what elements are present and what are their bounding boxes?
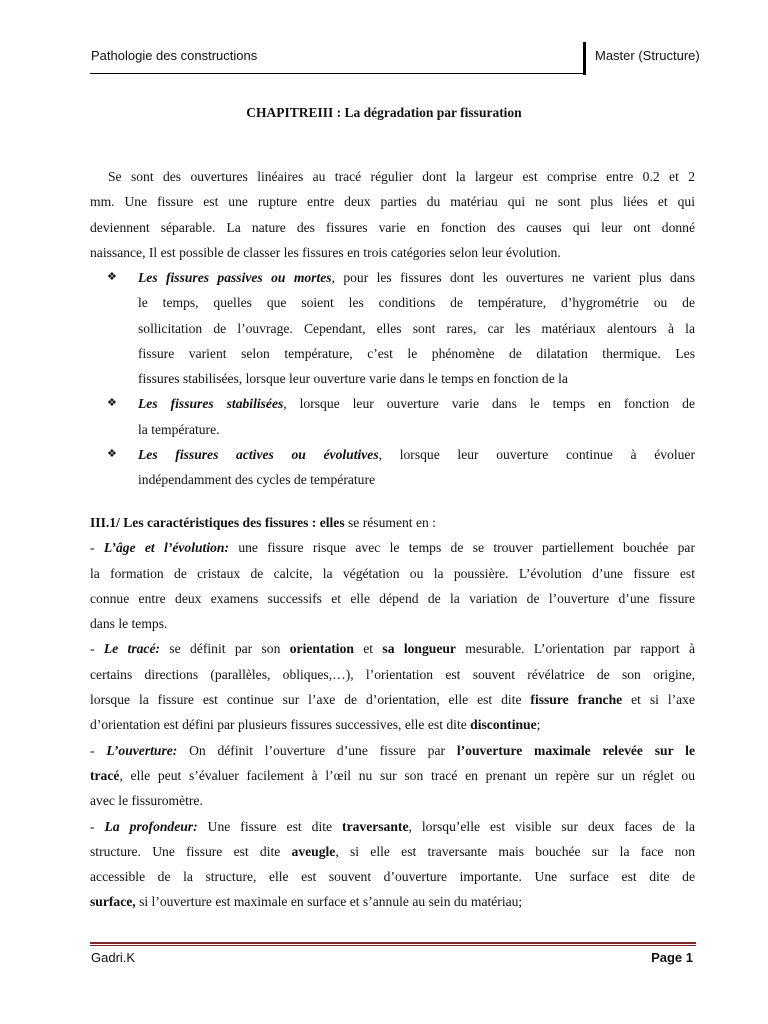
header-rule [90, 73, 586, 74]
intro-line: deviennent séparable. La nature des fissures varie en fonction des causes qui leur ont donné [90, 219, 695, 235]
header-program: Master (Structure) [595, 48, 700, 63]
bullet-line: le temps, quelles que soient les conditions de température, d’hygrométrie ou de [138, 295, 695, 311]
bullet-text: , lorsque leur ouverture varie dans le temps en fonction de [283, 396, 695, 412]
characteristic-age: - L’âge et l’évolution: une fissure risque avec le temps de se trouver partiellement bouchée par la formation de cristaux de calcite, la végétation ou la poussière. L’évolution d’une fissure est connue entre deux examens successifs et elle dépend de la variation de l’ouverture d’une fissure dans le temps. [90, 540, 695, 632]
bullet-line: fissure varient selon température, c’est le phénomène de dilatation thermique. Les [138, 345, 695, 361]
chapter-title: CHAPITREIII : La dégradation par fissuration [246, 105, 522, 120]
intro-paragraph [90, 164, 695, 265]
header-course-title: Pathologie des constructions [91, 48, 258, 63]
bullet-term: Les fissures passives ou mortes [138, 270, 332, 285]
list-item [107, 265, 695, 391]
characteristic-profondeur: - La profondeur: Une fissure est dite traversante, lorsqu’elle est visible sur deux faces de la structure. Une fissure est dite aveugle, si elle est traversante mais bouchée sur la face non accessible de la structure, elle est souvent d’ouverture importante. Une surface est dite de surface, si l’ouverture est maximale en surface et s’annule au sein du matériau; [90, 818, 695, 910]
list-item [107, 391, 695, 442]
footer-author: Gadri.K [91, 950, 136, 965]
item-term: La profondeur: [104, 818, 198, 834]
header-divider-vertical [583, 42, 586, 75]
item-term: Le tracé: [103, 641, 161, 657]
diamond-bullet-icon: ❖ [107, 397, 117, 410]
bullet-text: , lorsque leur ouverture continue à évoluer [378, 447, 695, 463]
item-term: L’ouverture: [106, 742, 178, 758]
intro-line: mm. Une fissure est une rupture entre deux parties du matériau qui ne sont plus liées et qui [90, 194, 695, 210]
intro-line: naissance, Il est possible de classer les fissures en trois catégories selon leur évolution. [90, 244, 561, 260]
intro-line: Se sont des ouvertures linéaires au tracé régulier dont la largeur est comprise entre 0.2 et 2 [108, 169, 695, 184]
bullet-line: indépendamment des cycles de température [138, 472, 376, 488]
crack-category-list [107, 265, 695, 493]
footer-rule-thick [90, 942, 696, 944]
bullet-line: fissures stabilisées, lorsque leur ouverture varie dans le temps en fonction de la [138, 371, 568, 387]
bullet-term: Les fissures stabilisées [138, 396, 284, 412]
bullet-text: , pour les fissures dont les ouvertures ne varient plus dans [331, 270, 695, 285]
footer-rule-thin [90, 945, 696, 946]
list-item [107, 442, 695, 493]
bullet-line: sollicitation de l’ouvrage. Cependant, elles sont rares, car les matériaux alentours à la [138, 320, 695, 336]
bullet-line: la température. [138, 421, 220, 437]
characteristic-ouverture: - L’ouverture: On définit l’ouverture d’une fissure par l’ouverture maximale relevée sur le tracé, elle peut s’évaluer facilement à l’œil nu sur son tracé en prenant un repère sur un réglet ou avec le fissuromètre. [90, 742, 695, 809]
bullet-term: Les fissures actives ou évolutives [138, 447, 379, 463]
diamond-bullet-icon: ❖ [107, 448, 117, 461]
characteristic-trace: - Le tracé: se définit par son orientation et sa longueur mesurable. L’orientation par rapport à certains directions (parallèles, obliques,…), l’orientation est souvent révélatrice de son origine, lorsque la fissure est continue sur l’axe de d’orientation, elle est dite fissure franche et si l’axe d’orientation est défini par plusieurs fissures successives, elle est dite discontinue; [90, 641, 695, 733]
section-heading: III.1/ Les caractéristiques des fissures : elles se résument en : [90, 515, 436, 530]
item-term: L’âge et l’évolution: [103, 540, 229, 556]
diamond-bullet-icon: ❖ [107, 271, 117, 283]
characteristics-section [90, 510, 695, 915]
footer-page-number: Page 1 [651, 950, 693, 965]
